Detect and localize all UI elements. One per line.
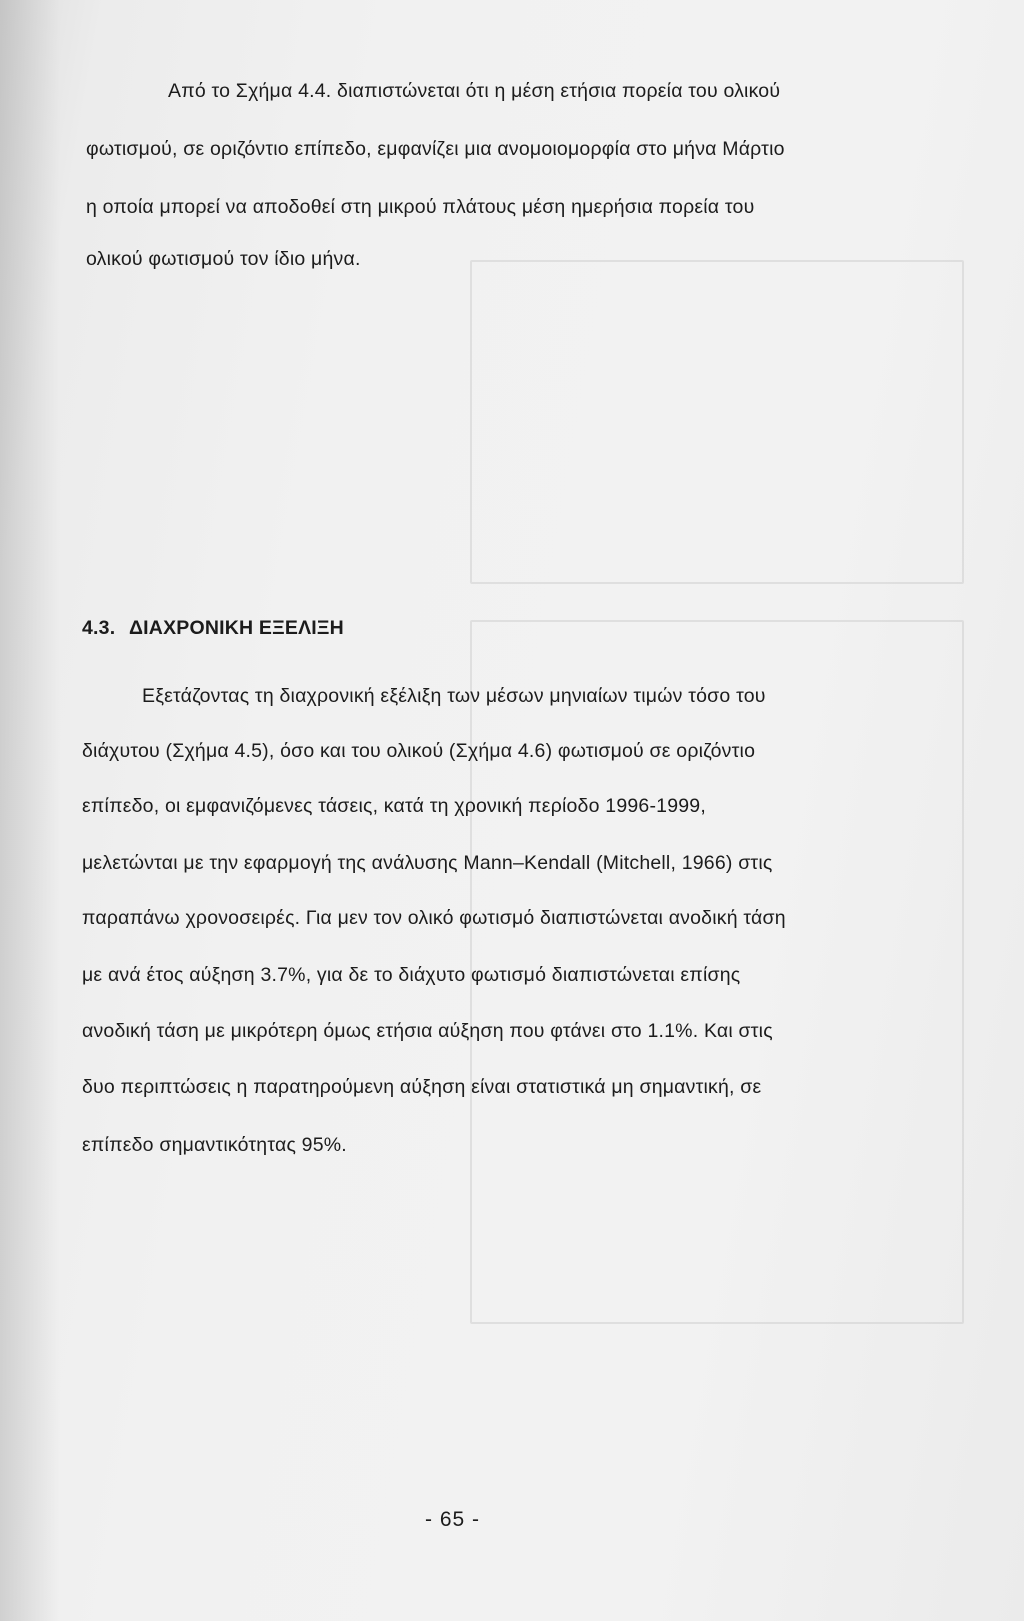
paragraph2-line: επίπεδο σημαντικότητας 95%. bbox=[82, 1134, 347, 1156]
paragraph2-line: παραπάνω χρονοσειρές. Για μεν τον ολικό φωτισμό διαπιστώνεται ανοδική τάση bbox=[82, 907, 786, 929]
section-number: 4.3. bbox=[82, 617, 116, 639]
paragraph1-line: η οποία μπορεί να αποδοθεί στη μικρού πλάτους μέση ημερήσια πορεία του bbox=[86, 196, 755, 218]
page-number: - 65 - bbox=[425, 1508, 481, 1531]
paragraph1-line: Από το Σχήμα 4.4. διαπιστώνεται ότι η μέση ετήσια πορεία του ολικού bbox=[168, 80, 781, 102]
section-heading bbox=[82, 617, 344, 640]
paragraph2-line: διάχυτου (Σχήμα 4.5), όσο και του ολικού (Σχήμα 4.6) φωτισμού σε οριζόντιο bbox=[82, 740, 756, 762]
paragraph2-line: επίπεδο, οι εμφανιζόμενες τάσεις, κατά τη χρονική περίοδο 1996-1999, bbox=[82, 795, 706, 817]
paragraph2-line: μελετώνται με την εφαρμογή της ανάλυσης Mann–Kendall (Mitchell, 1966) στις bbox=[82, 852, 773, 874]
paragraph2-line: με ανά έτος αύξηση 3.7%, για δε το διάχυτο φωτισμό διαπιστώνεται επίσης bbox=[82, 964, 741, 986]
paragraph2-line: Εξετάζοντας τη διαχρονική εξέλιξη των μέσων μηνιαίων τιμών τόσο του bbox=[142, 685, 766, 707]
section-title: ΔΙΑΧΡΟΝΙΚΗ ΕΞΕΛΙΞΗ bbox=[128, 617, 344, 639]
paragraph2-line: δυο περιπτώσεις η παρατηρούμενη αύξηση είναι στατιστικά μη σημαντική, σε bbox=[82, 1076, 762, 1098]
paragraph1-line: ολικού φωτισμού τον ίδιο μήνα. bbox=[86, 248, 361, 270]
binding-shadow bbox=[0, 0, 60, 1621]
paragraph2-line: ανοδική τάση με μικρότερη όμως ετήσια αύξηση που φτάνει στο 1.1%. Και στις bbox=[82, 1020, 773, 1042]
paragraph1-line: φωτισμού, σε οριζόντιο επίπεδο, εμφανίζει μια ανομοιομορφία στο μήνα Μάρτιο bbox=[86, 138, 785, 160]
show-through-figure bbox=[470, 260, 964, 584]
